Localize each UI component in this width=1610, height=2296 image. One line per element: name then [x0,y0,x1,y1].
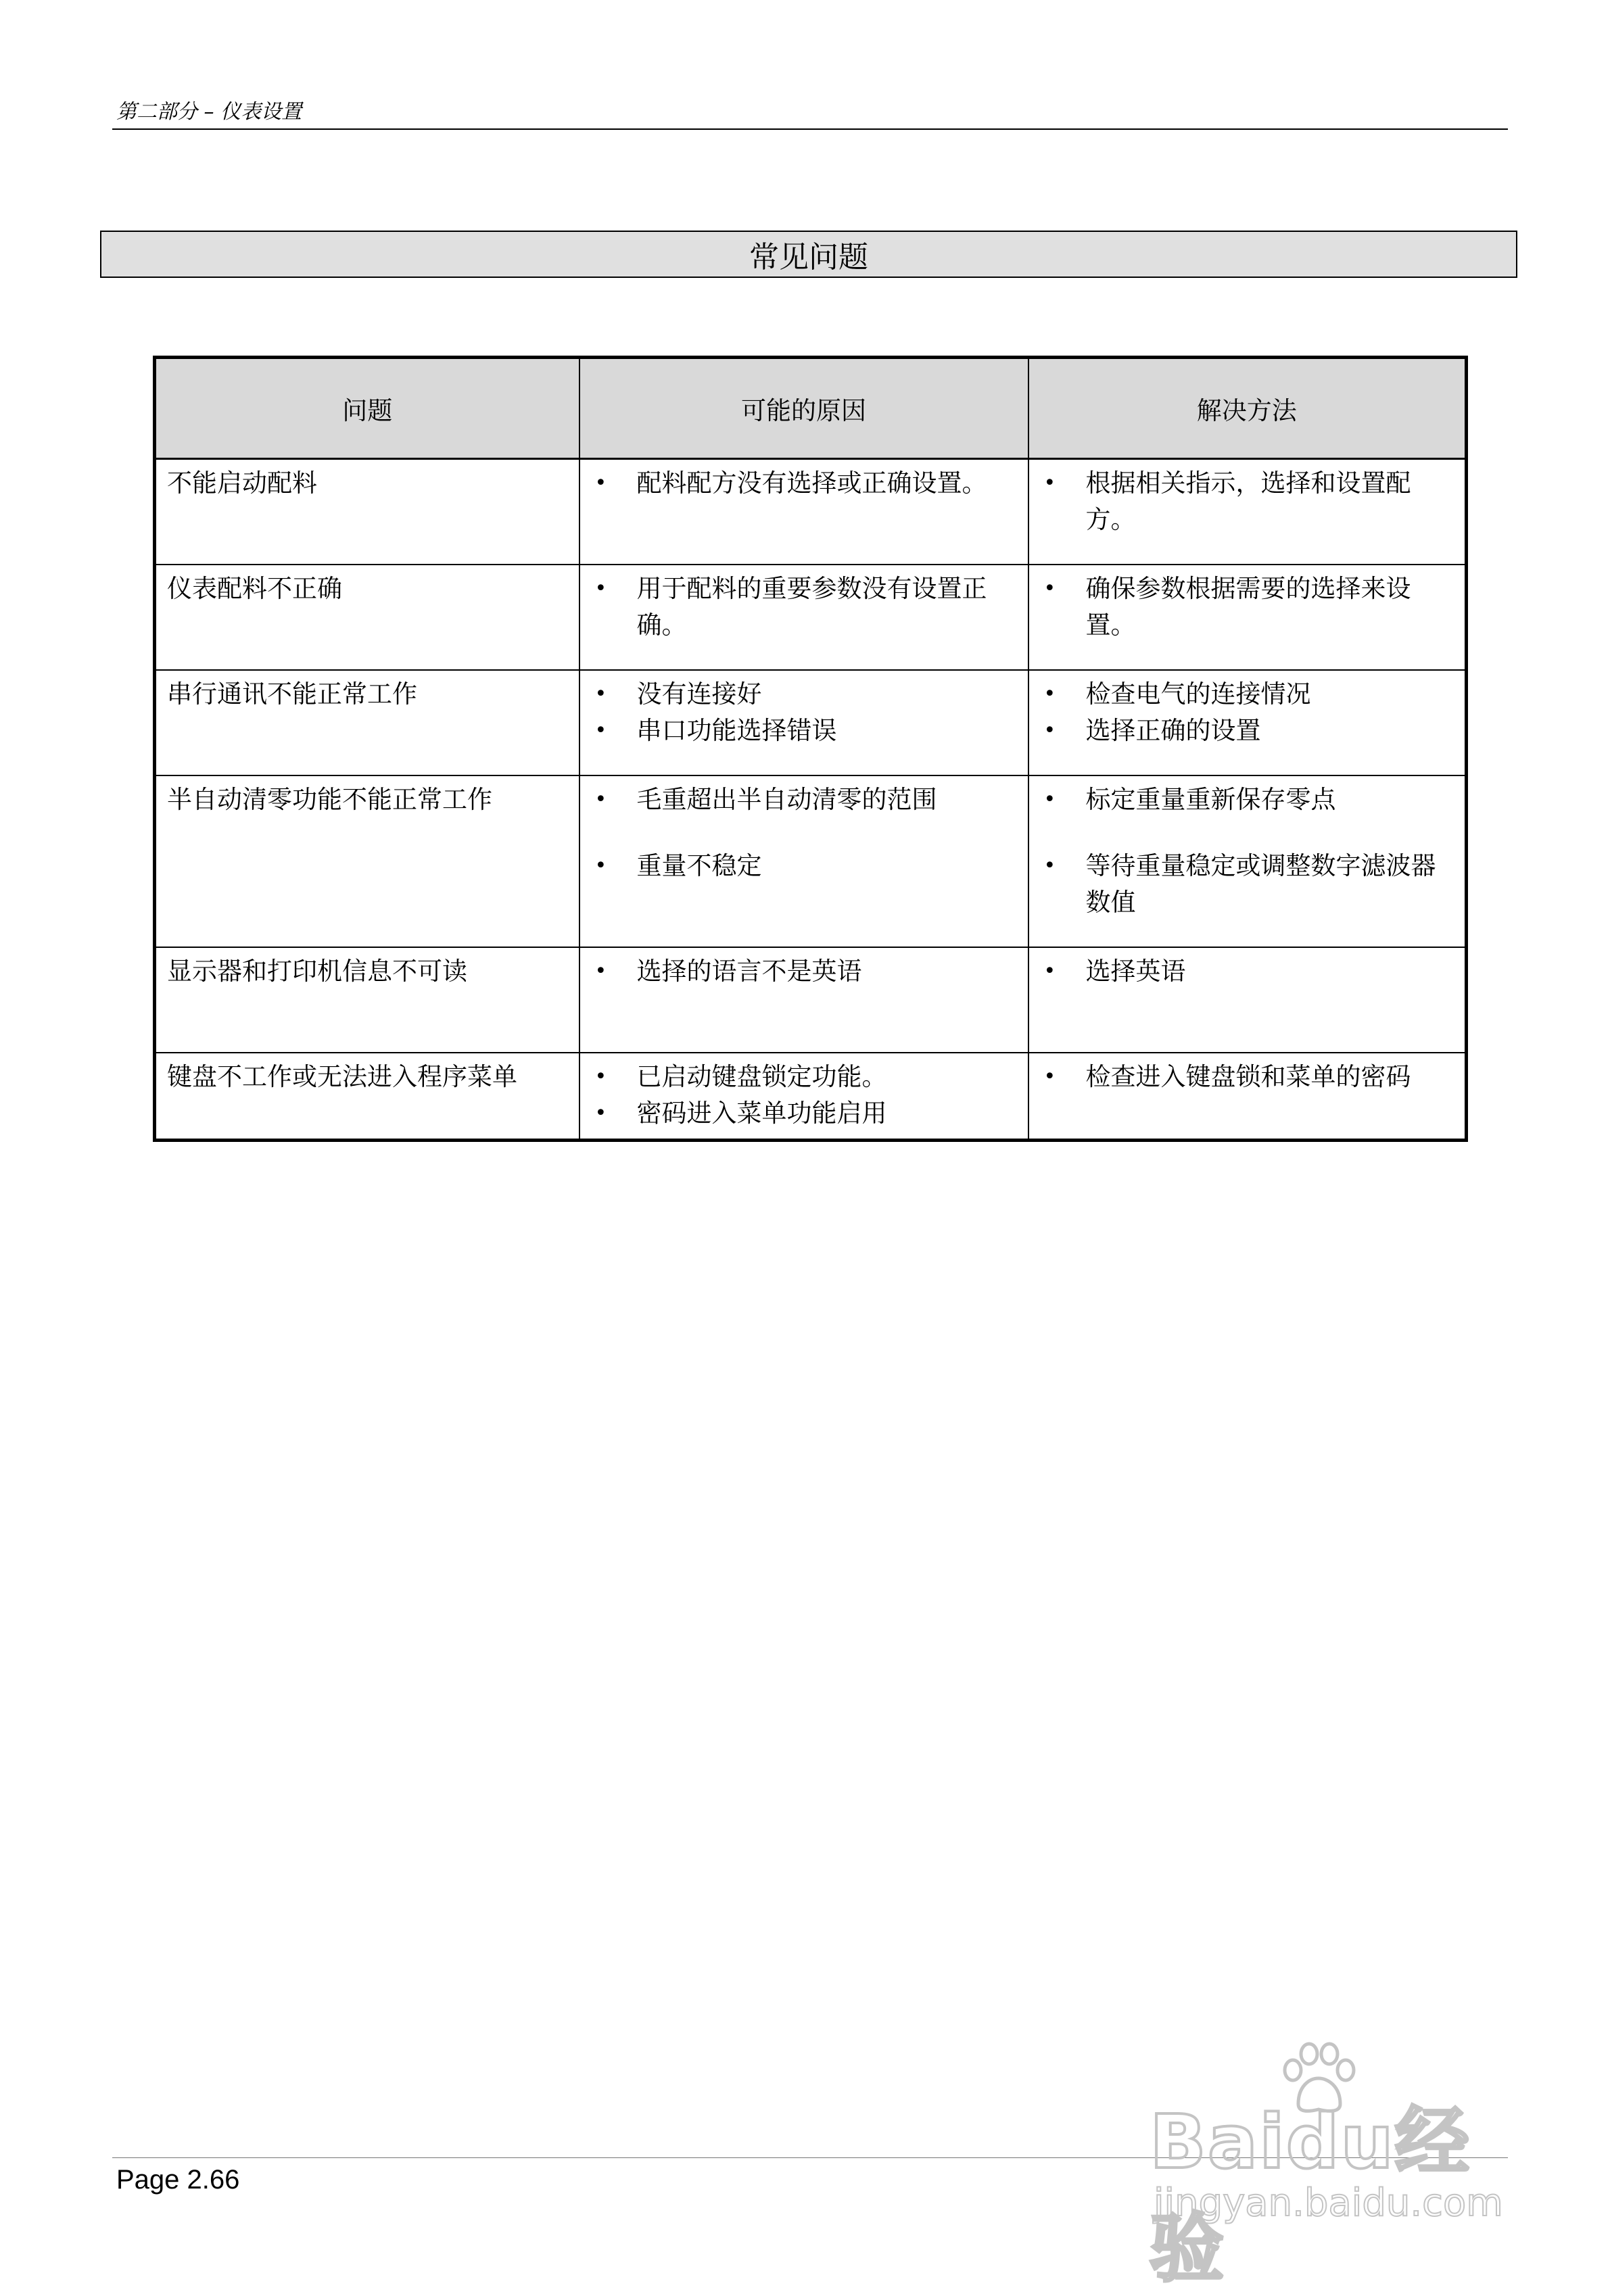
causes-cell [579,565,1028,670]
problem-cell: 仪表配料不正确 [155,565,579,670]
solution-item: • 选择正确的设置 [1040,713,1457,749]
running-header: 第二部分 – 仪表设置 [116,100,302,124]
solution-item: • 确保参数根据需要的选择来设置。 [1040,571,1457,644]
cause-item: • 用于配料的重要参数没有设置正确。 [591,571,1020,644]
column-header-problem: 问题 [155,358,579,459]
solution-item: • 等待重量稳定或调整数字滤波器数值 [1040,848,1457,921]
table-row [155,459,1467,565]
table-row [155,775,1467,947]
section-title: 常见问题 [749,240,868,274]
solutions-cell [1028,459,1467,565]
causes-list [591,465,1020,502]
table-row [155,670,1467,775]
solution-item: • 标定重量重新保存零点 [1040,782,1457,818]
cause-item: • 串口功能选择错误 [591,713,1020,749]
column-header-solutions: 解决方法 [1028,358,1467,459]
solutions-list [1040,571,1457,644]
solutions-list [1040,465,1457,538]
causes-cell [579,459,1028,565]
causes-cell [579,775,1028,947]
page-number: Page 2.66 [116,2165,240,2195]
table-row [155,565,1467,670]
table-row [155,947,1467,1053]
solutions-cell [1028,670,1467,775]
problem-cell: 键盘不工作或无法进入程序菜单 [155,1053,579,1141]
cause-item: • 选择的语言不是英语 [591,953,1020,990]
solutions-cell [1028,775,1467,947]
solution-item: • 检查进入键盘锁和菜单的密码 [1040,1059,1457,1095]
watermark-url: jingyan.baidu.com [1154,2181,1503,2225]
solution-item: • 根据相关指示，选择和设置配方。 [1040,465,1457,538]
troubleshooting-table [153,356,1468,1142]
solution-item: • 检查电气的连接情况 [1040,676,1457,713]
problem-cell: 半自动清零功能不能正常工作 [155,775,579,947]
problem-cell: 串行通讯不能正常工作 [155,670,579,775]
causes-list [591,676,1020,749]
causes-cell [579,670,1028,775]
cause-item: • 重量不稳定 [591,848,1020,884]
causes-list [591,782,1020,884]
solutions-list [1040,953,1457,990]
watermark-brand: Baidu经验 [1150,2099,1471,2292]
solutions-cell [1028,1053,1467,1141]
problem-cell: 显示器和打印机信息不可读 [155,947,579,1053]
cause-item: • 毛重超出半自动清零的范围 [591,782,1020,818]
cause-item: • 已启动键盘锁定功能。 [591,1059,1020,1095]
header-divider [112,128,1508,130]
cause-item: • 密码进入菜单功能启用 [591,1095,1020,1132]
solutions-cell [1028,947,1467,1053]
solutions-cell [1028,565,1467,670]
causes-cell [579,947,1028,1053]
section-title-banner [100,231,1517,278]
causes-list [591,1059,1020,1132]
solutions-list [1040,676,1457,749]
causes-list [591,953,1020,990]
causes-cell [579,1053,1028,1141]
solutions-list [1040,1059,1457,1095]
column-header-causes: 可能的原因 [579,358,1028,459]
cause-item: • 配料配方没有选择或正确设置。 [591,465,1020,502]
cause-item: • 没有连接好 [591,676,1020,713]
solutions-list [1040,782,1457,921]
watermark [1150,2042,1528,2292]
solution-item: • 选择英语 [1040,953,1457,990]
causes-list [591,571,1020,644]
problem-cell: 不能启动配料 [155,459,579,565]
table-row [155,1053,1467,1141]
table-header-row [155,358,1467,459]
